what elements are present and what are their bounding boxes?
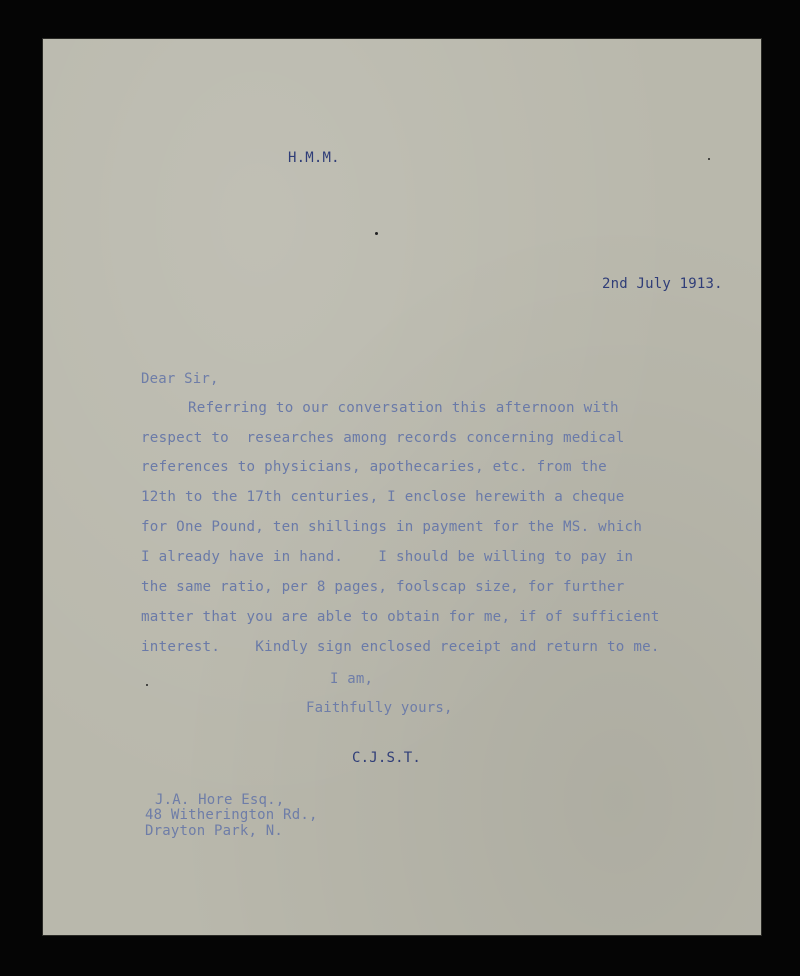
salutation: Dear Sir, bbox=[141, 371, 219, 387]
closing-i-am: I am, bbox=[330, 671, 374, 687]
body-line: interest. Kindly sign enclosed receipt and return to me. bbox=[141, 639, 660, 655]
body-line: respect to researches among records concerning medical bbox=[141, 430, 625, 446]
address-line: J.A. Hore Esq., bbox=[155, 792, 285, 808]
address-line: 48 Witherington Rd., bbox=[145, 807, 318, 823]
body-line: the same ratio, per 8 pages, foolscap size, for further bbox=[141, 579, 625, 595]
address-line: Drayton Park, N. bbox=[145, 823, 284, 839]
signature-initials: C.J.S.T. bbox=[352, 750, 422, 766]
letter-page bbox=[42, 38, 762, 936]
body-line: matter that you are able to obtain for me, if of sufficient bbox=[141, 609, 660, 625]
header-initials: H.M.M. bbox=[288, 150, 340, 166]
paper-speck bbox=[708, 158, 710, 160]
paper-speck bbox=[146, 684, 148, 686]
body-line: for One Pound, ten shillings in payment for the MS. which bbox=[141, 519, 643, 535]
letter-date: 2nd July 1913. bbox=[602, 276, 723, 292]
body-line: I already have in hand. I should be willing to pay in bbox=[141, 549, 634, 565]
body-line: Referring to our conversation this afternoon with bbox=[188, 400, 619, 416]
closing-faithfully: Faithfully yours, bbox=[306, 700, 453, 716]
paper-speck bbox=[375, 232, 378, 235]
body-line: references to physicians, apothecaries, etc. from the bbox=[141, 459, 607, 475]
body-line: 12th to the 17th centuries, I enclose herewith a cheque bbox=[141, 489, 625, 505]
